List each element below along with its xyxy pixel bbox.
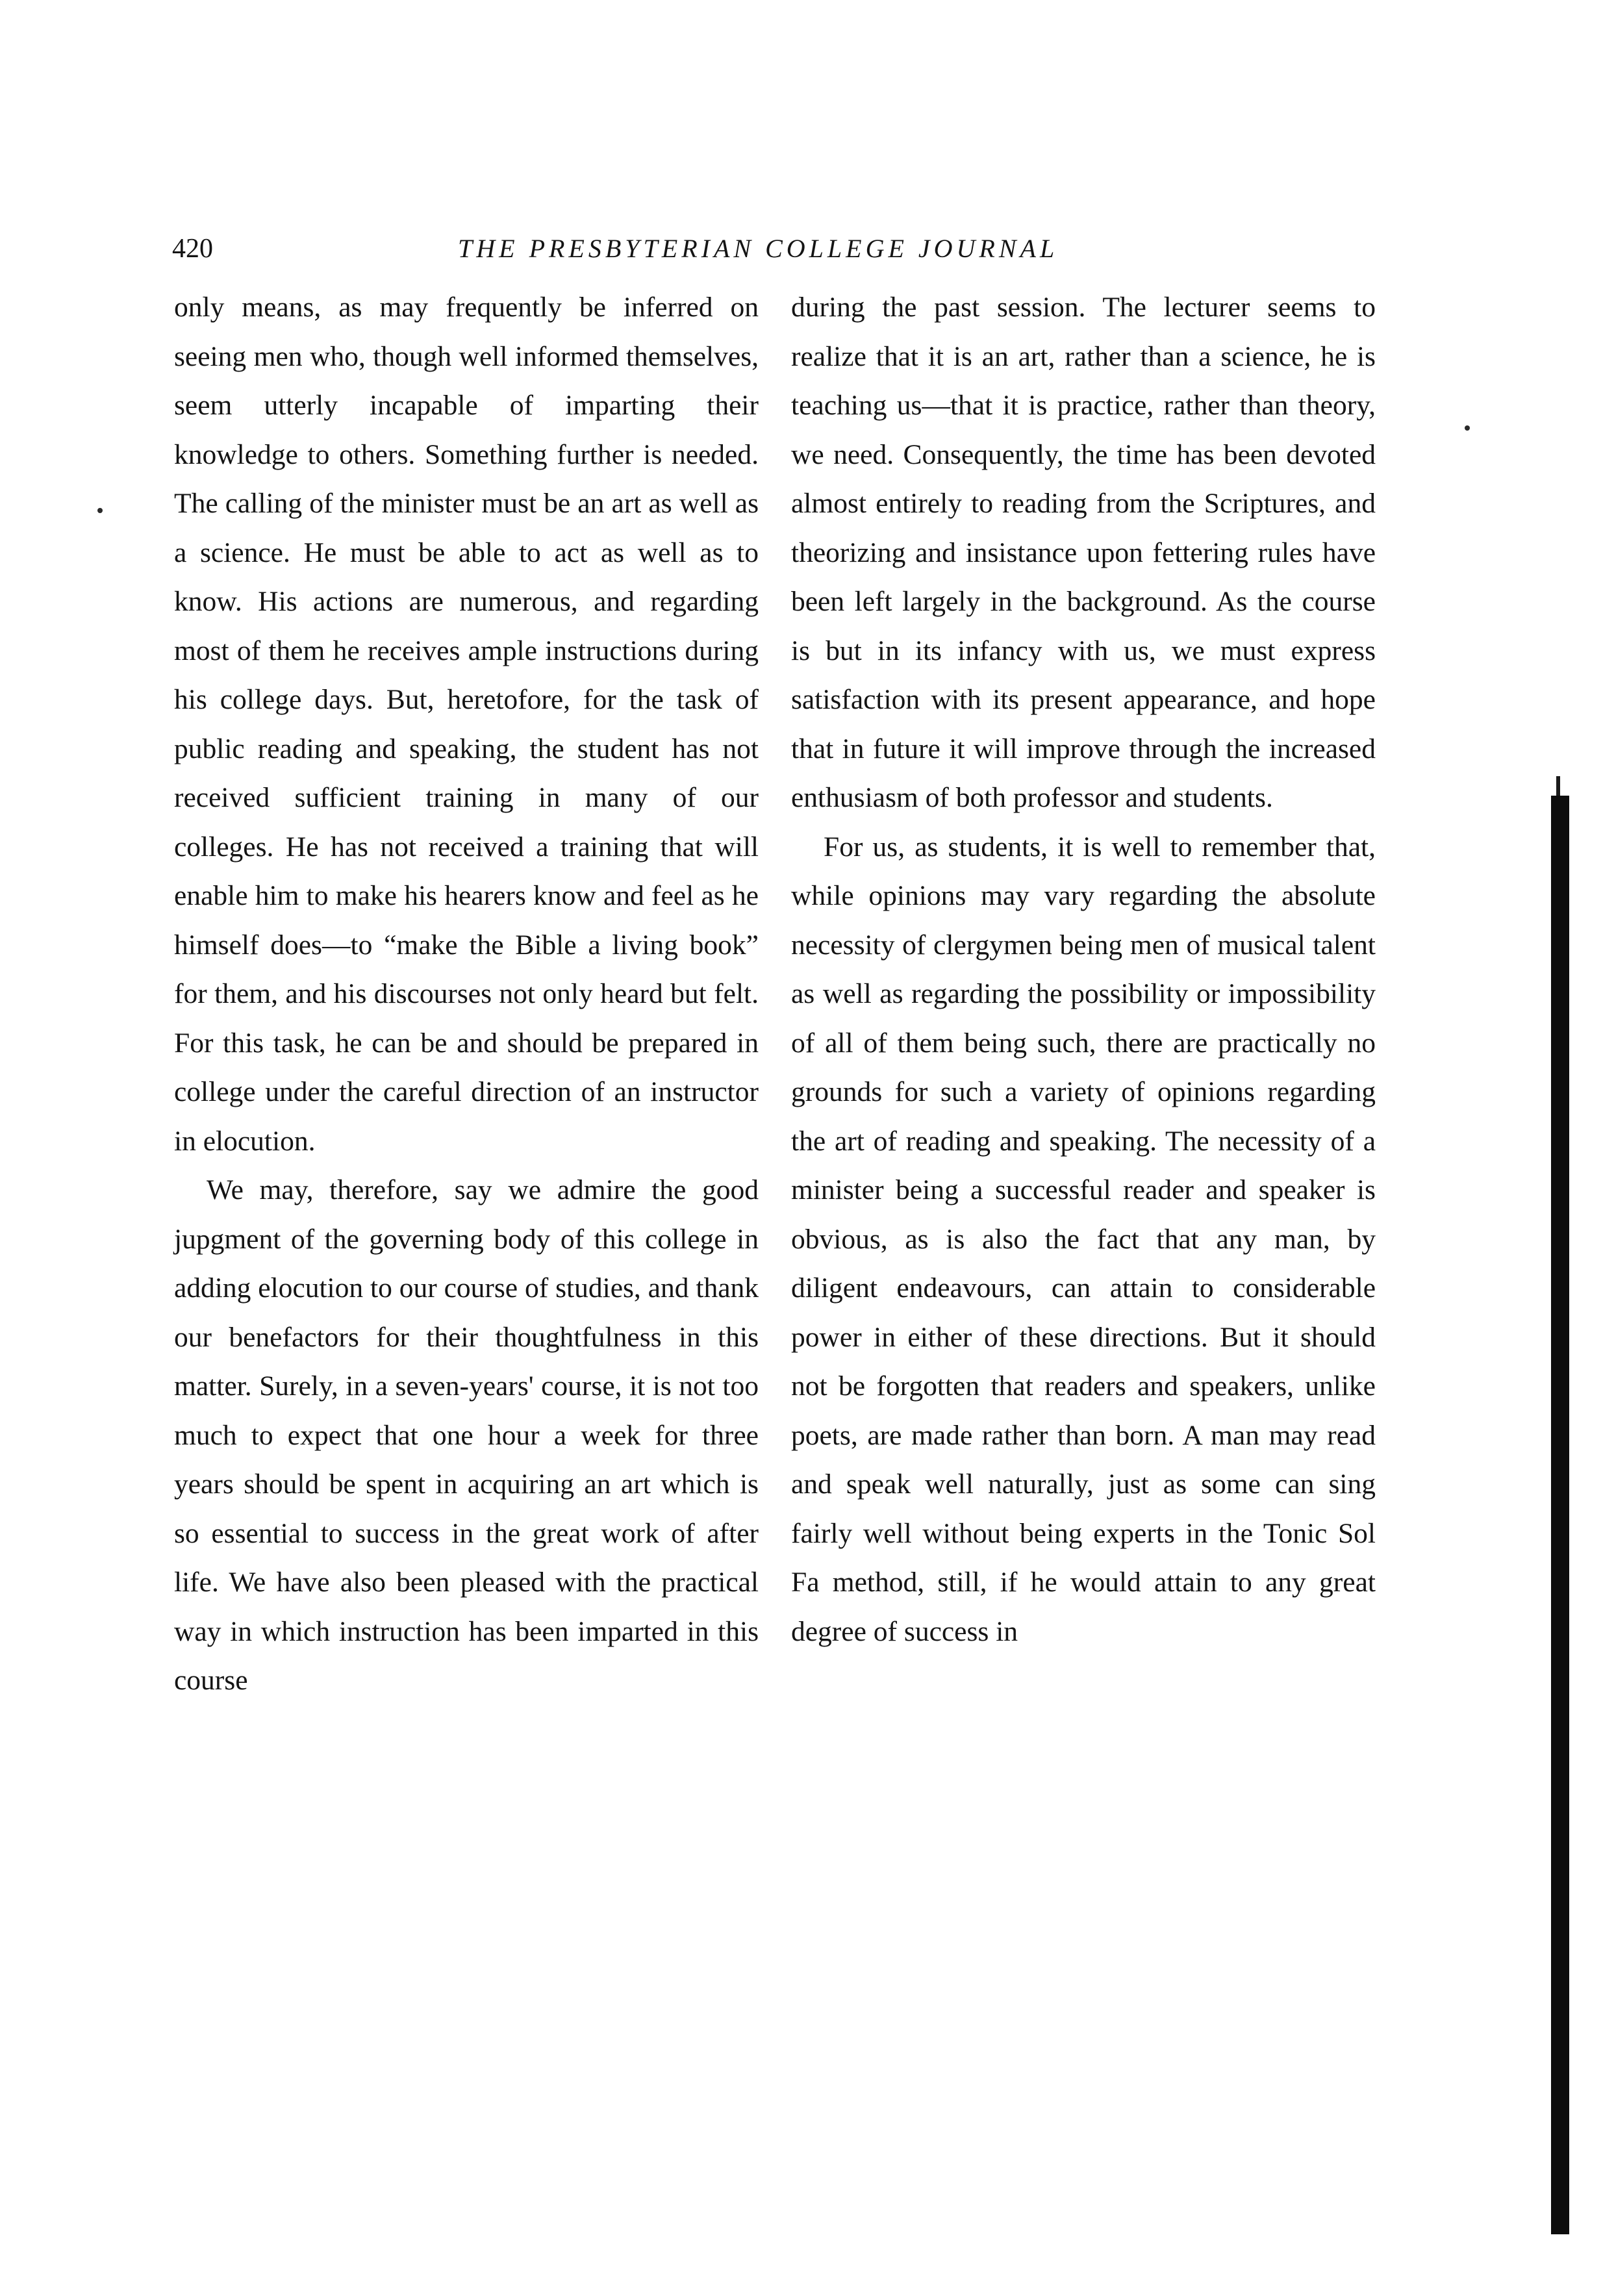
left-column [174,283,759,1706]
margin-speck [97,508,103,513]
left-paragraph-1: only means, as may frequently be inferred on seeing men who, though well informed themselves, seem utterly incapable of imparting their knowledge to others. Something further is needed. The calling of the minister must be an art as well as a science. He must be able to act as well as to know. His actions are numerous, and regarding most of them he receives ample instructions during his college days. But, heretofore, for the task of public reading and speaking, the student has not received sufficient training in many of our colleges. He has not received a training that will enable him to make his hearers know and feel as he himself does—to “make the Bible a living book” for them, and his discourses not only heard but felt. For this task, he can be and should be prepared in college under the careful direction of an instructor in elocution. [174,292,759,1157]
right-paragraph-2: For us, as students, it is well to remember that, while opinions may vary regarding the absolute necessity of clergymen being men of musical talent as well as regarding the possibility or impossibility of all of them being such, there are practically no grounds for such a variety of opinions regarding the art of reading and speaking. The necessity of a minister being a successful reader and speaker is obvious, as is also the fact that any man, by diligent endeavours, can attain to considerable power in either of these directions. But it should not be forgotten that readers and speakers, unlike poets, are made rather than born. A man may read and speak well naturally, just as some can sing fairly well without being experts in the Tonic Sol Fa method, still, if he would attain to any great degree of success in [791,831,1376,1647]
right-paragraph-1: during the past session. The lecturer seems to realize that it is an art, rather than a science, he is teaching us—that it is practice, rather than theory, we need. Consequently, the time has been devoted almost entirely to reading from the Scriptures, and theorizing and insistance upon fettering rules have been left largely in the background. As the course is but in its infancy with us, we must express satisfaction with its present appearance, and hope that in future it will improve through the increased enthusiasm of both professor and students. [791,292,1376,813]
running-title: THE PRESBYTERIAN COLLEGE JOURNAL [458,234,1059,263]
running-header [172,226,1393,271]
margin-speck [1465,425,1470,431]
page-number: 420 [172,234,213,264]
page-edge-shadow [1551,796,1569,2234]
right-column [791,283,1376,1656]
left-paragraph-2: We may, therefore, say we admire the good jupgment of the governing body of this college in adding elocution to our course of studies, and thank our benefactors for their thoughtfulness in this matter. Surely, in a seven-years' course, it is not too much to expect that one hour a week for three years should be spent in acquiring an art which is so essential to success in the great work of after life. We have also been pleased with the practical way in which instruction has been imparted in this course [174,1174,759,1696]
